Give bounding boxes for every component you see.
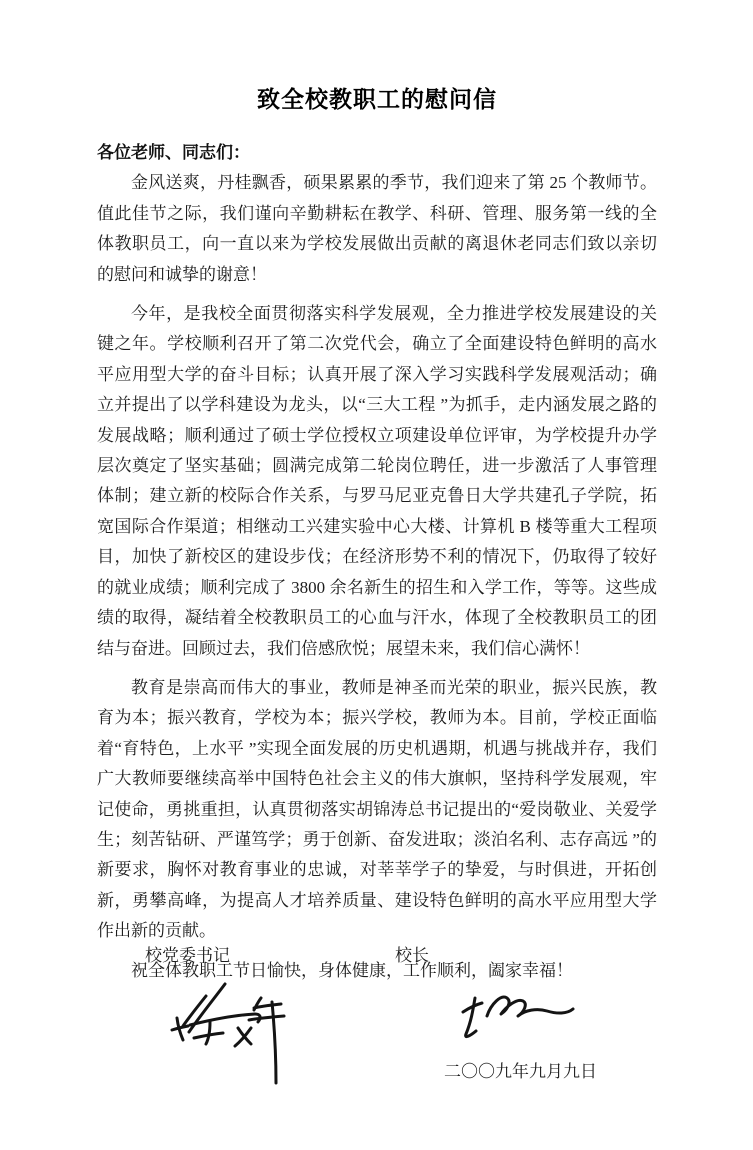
letter-body: [97, 0, 657, 986]
paragraph-3: 教育是崇高而伟大的事业，教师是神圣而光荣的职业，振兴民族，教育为本；振兴教育，学校为本；振兴学校，教师为本。目前，学校正面临着“育特色，上水平 ”实现全面发展的历史机遇期，机遇与挑战并存，我们广大教师要继续高举中国特色社会主义的伟大旗帜，坚持科学发展观，牢记使命，勇挑重担，认真贯彻落实胡锦涛总书记提出的“爱岗敬业、关爱学生；刻苦钻研、严谨笃学；勇于创新、奋发进取；淡泊名利、志存高远 ”的新要求，胸怀对教育事业的忠诚，对莘莘学子的挚爱，与时俱进，开拓创新，勇攀高峰，为提高人才培养质量、建设特色鲜明的高水平应用型大学作出新的贡献。: [97, 677, 657, 941]
paragraph-4: 祝全体教职工节日愉快，身体健康，工作顺利，阖家幸福！: [131, 960, 573, 980]
president-handwritten-signature-icon: [455, 990, 585, 1045]
paragraph-1: 金风送爽，丹桂飘香，硕果累累的季节，我们迎来了第 25 个教师节。值此佳节之际，我们谨向辛勤耕耘在教学、科研、管理、服务第一线的全体教职员工，向一直以来为学校发展做出贡献的离退休老同志们致以亲切的慰问和诚挚的谢意！: [97, 173, 657, 284]
paragraph-2: 今年，是我校全面贯彻落实科学发展观，全力推进学校发展建设的关键之年。学校顺利召开了第二次党代会，确立了全面建设特色鲜明的高水平应用型大学的奋斗目标；认真开展了深入学习实践科学发展观活动；确立并提出了以学科建设为龙头，以“三大工程 ”为抓手，走内涵发展之路的发展战略；顺利通过了硕士学位授权立项建设单位评审，为学校提升办学层次奠定了坚实基础；圆满完成第二轮岗位聘任，进一步激活了人事管理体制；建立新的校际合作关系，与罗马尼亚克鲁日大学共建孔子学院，拓宽国际合作渠道；相继动工兴建实验中心大楼、计算机 B 楼等重大工程项目，加快了新校区的建设步伐；在经济形势不利的情况下，仍取得了较好的就业成绩；顺利完成了 3800 余名新生的招生和入学工作，等等。这些成绩的取得，凝结着全校教职员工的心血与汗水，体现了全校教职员工的团结与奋进。回顾过去，我们倍感欣悦；展望未来，我们信心满怀！: [97, 304, 657, 658]
salutation: 各位老师、同志们：: [97, 143, 250, 162]
secretary-handwritten-signature-icon: [150, 978, 300, 1090]
signer-role-secretary: 校党委书记: [145, 946, 230, 965]
letter-title: 致全校教职工的慰问信: [257, 87, 497, 112]
letter-date: 二〇〇九年九月九日: [444, 1062, 597, 1081]
signer-role-president: 校长: [395, 946, 429, 965]
